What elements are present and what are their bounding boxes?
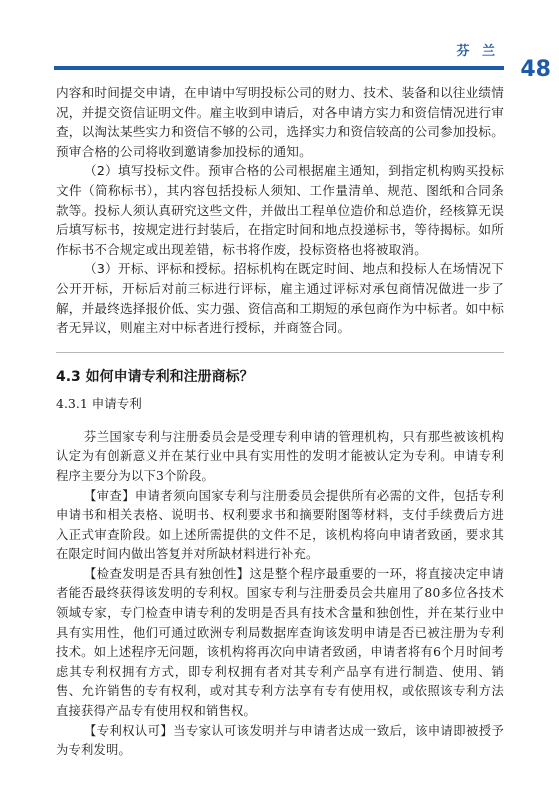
running-header-title: 芬 兰 (456, 44, 499, 59)
page-number: 48 (520, 57, 551, 82)
document-body (56, 83, 504, 761)
paragraph-originality-stage: 【检查发明是否具有独创性】这是整个程序最重要的一环，将直接决定申请者能否最终获得该发明的专利权。国家专利与注册委员会共雇用了80多位各技术领域专家，专门检查申请专利的发明是否具有技术含量和独创性，并在某行业中具有实用性，他们可通过欧洲专利局数据库查询该发明申请是否已被注册为专利技术。如上述程序无问题，该机构将再次向申请者致函，申请者将有6个月时间考虑其专利权拥有方式，即专利权拥有者对其专利产品享有进行制造、使用、销售、允许销售的专有权利，或对其专利方法享有专有使用权，或依照该专利方法直接获得产品专有使用权和销售权。 (56, 566, 504, 719)
section-heading-4-3: 4.3 如何申请专利和注册商标？ (56, 352, 504, 386)
paragraph-review-stage: 【审查】申请者须向国家专利与注册委员会提供所有必需的文件，包括专利申请书和相关表格、说明书、权利要求书和摘要附图等材料，支付手续费后方进入正式审查阶段。如上述所需提供的文件不足，该机构将向申请者致函，要求其在限定时间内做出答复并对所缺材料进行补充。 (56, 488, 504, 562)
paragraph-bid-documents: （2）填写投标文件。预审合格的公司根据雇主通知，到指定机构购买投标文件（简称标书），其内容包括投标人须知、工作量清单、规范、图纸和合同条款等。投标人须认真研究这些文件，并做出工程单位造价和总造价，经核算无误后填写标书，按规定进行封装后，在指定时间和地点投递标书，等待揭标。如所作标书不合规定或出现差错，标书将作废，投标资格也将被取消。 (56, 163, 504, 257)
paragraph-bid-opening: （3）开标、评标和授标。招标机构在既定时间、地点和投标人在场情况下公开开标，开标后对前三标进行评标，雇主通过评标对承包商情况做进一步了解，并最终选择报价低、实力强、资信高和工期短的承包商作为中标者。如中标者无异议，则雇主对中标者进行授标，并商签合同。 (56, 261, 504, 336)
paragraph-continuation: 内容和时间提交申请，在申请中写明投标公司的财力、技术、装备和以往业绩情况，并提交资信证明文件。雇主收到申请后，对各申请方实力和资信情况进行审查，以淘汰某些实力和资信不够的公司，选择实力和资信较高的公司参加投标。预审合格的公司将收到邀请参加投标的通知。 (56, 85, 504, 159)
header-rule (54, 66, 504, 70)
subsection-heading-4-3-1: 4.3.1 申请专利 (56, 395, 142, 411)
paragraph-recognition-stage: 【专利权认可】当专家认可该发明并与申请者达成一致后，该申请即被授予为专利发明。 (56, 723, 504, 758)
paragraph-patent-intro: 芬兰国家专利与注册委员会是受理专利申请的管理机构，只有那些被该机构认定为有创新意义并在某行业中具有实用性的发明才能被认定为专利。申请专利程序主要分为以下3个阶段。 (56, 429, 504, 483)
